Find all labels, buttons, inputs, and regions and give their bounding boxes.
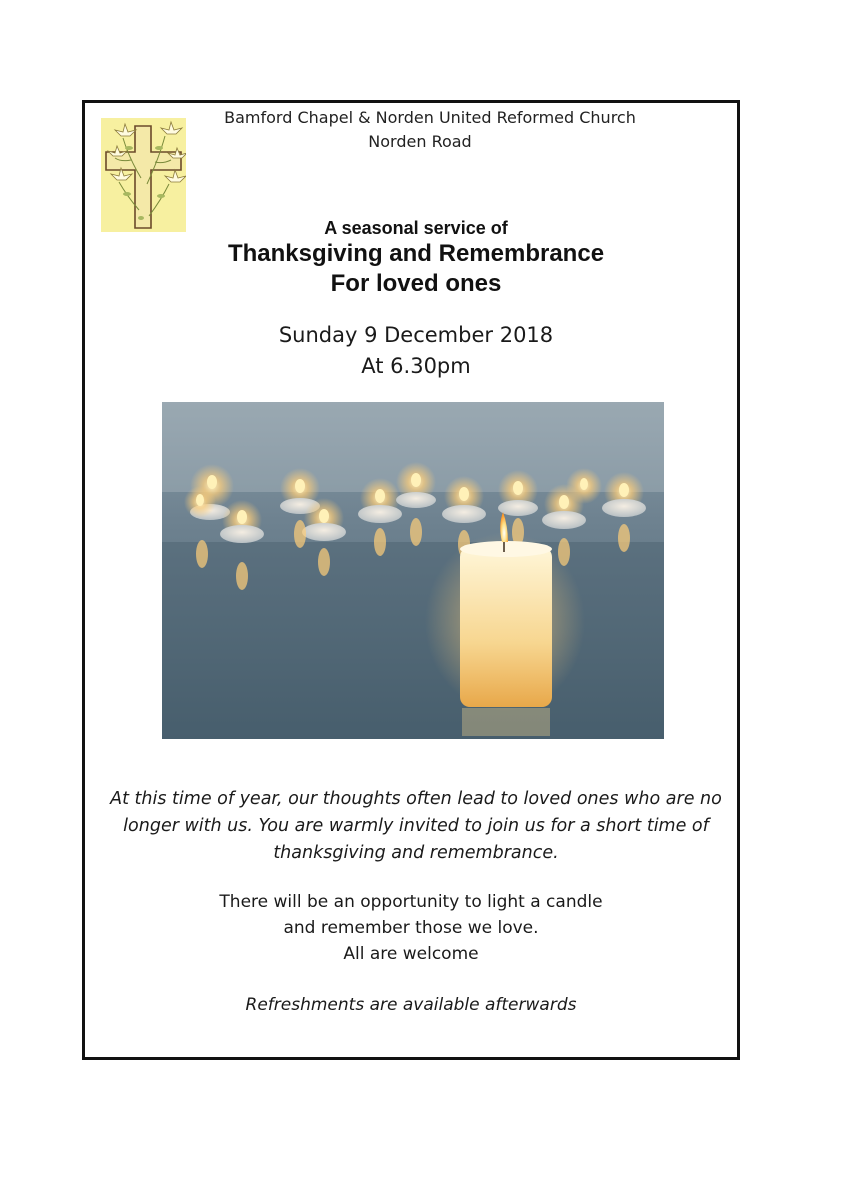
candles-photo — [162, 402, 664, 739]
welcome-text: All are welcome — [343, 944, 479, 964]
service-subtitle: For loved ones — [330, 270, 502, 297]
service-intro: A seasonal service of — [324, 218, 508, 238]
candle-line-2: and remember those we love. — [283, 918, 539, 938]
service-time: At 6.30pm — [361, 354, 471, 378]
refreshments-note: Refreshments are available afterwards — [245, 995, 577, 1015]
candle-line-1: There will be an opportunity to light a candle — [219, 892, 603, 912]
church-address: Norden Road — [368, 132, 472, 151]
invitation-message: At this time of year, our thoughts often lead to loved ones who are no longer with us. You are warmly invited to join us for a short time of thanksgiving and remembrance. — [110, 789, 722, 863]
service-title: Thanksgiving and Remembrance — [227, 240, 605, 267]
service-date: Sunday 9 December 2018 — [278, 323, 554, 347]
church-name: Bamford Chapel & Norden United Reformed Church — [224, 108, 636, 127]
